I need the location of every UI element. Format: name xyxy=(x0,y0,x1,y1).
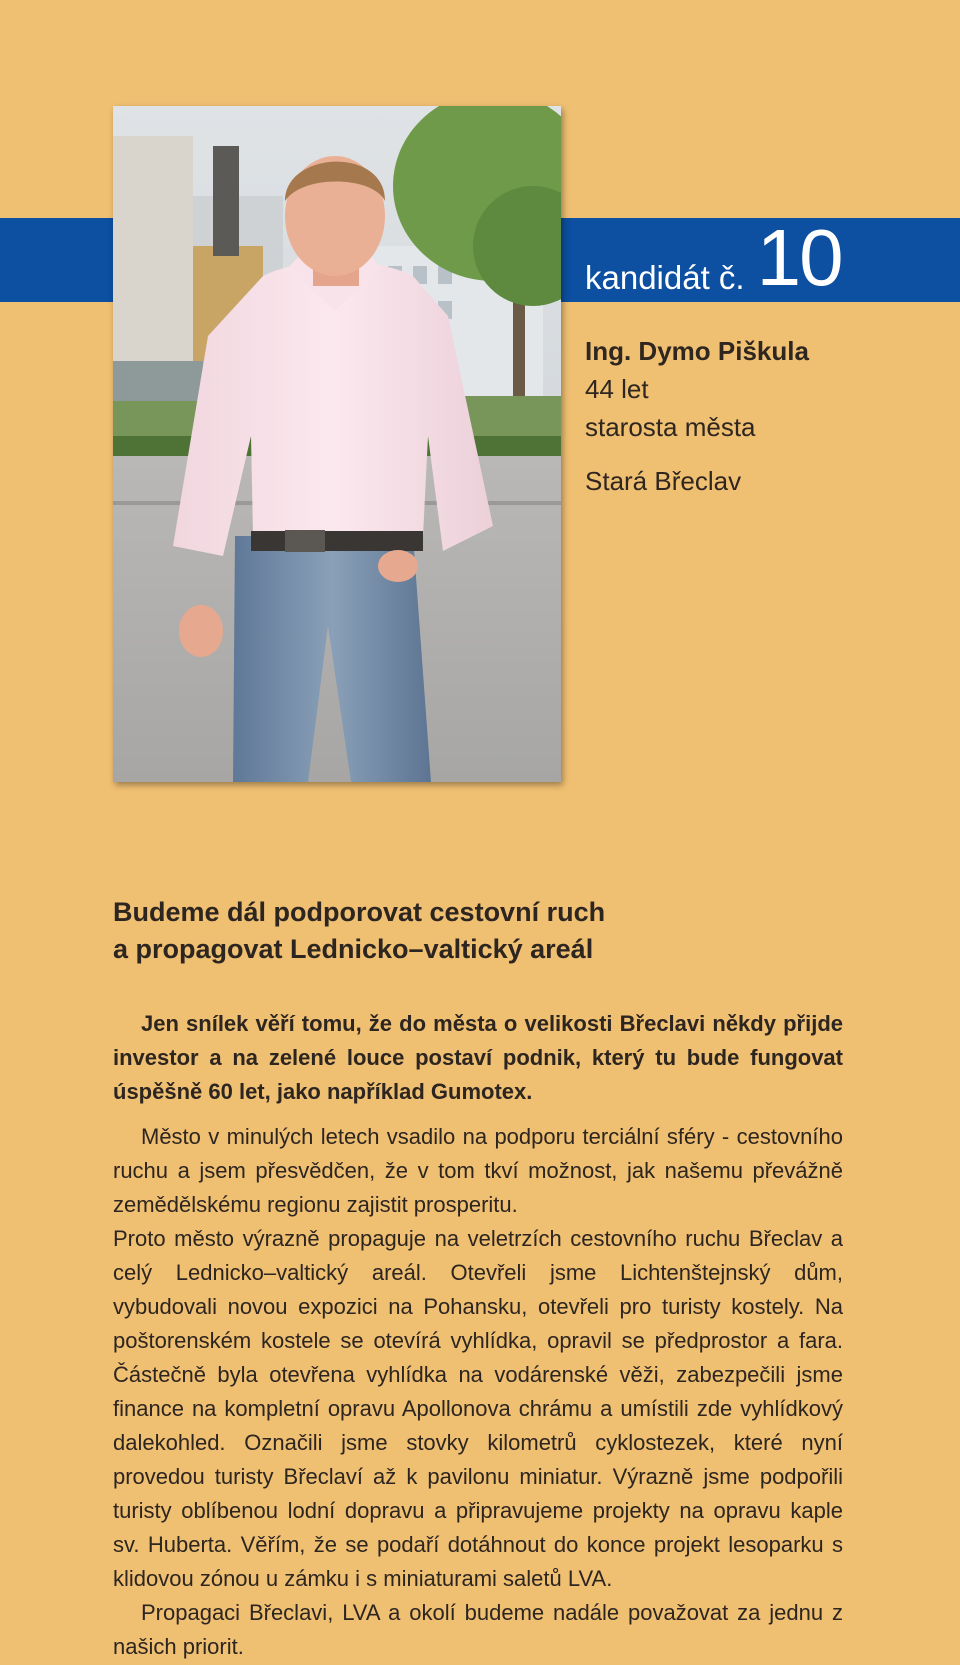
headline-line-1: Budeme dál podporovat cestovní ruch xyxy=(113,897,606,927)
article-lead: Jen snílek věří tomu, že do města o velikosti Břeclavi někdy přijde investor a na zelené louce postaví podnik, který tu bude fungovat úspěšně 60 let, jako například Gumotex. xyxy=(113,1011,843,1104)
candidate-age: 44 let xyxy=(585,374,649,404)
candidate-name: Ing. Dymo Piškula xyxy=(585,336,809,366)
article-paragraph-1: Město v minulých letech vsadilo na podporu terciální sféry - cestovního ruchu a jsem přesvědčen, že v tom tkví možnost, jak našemu převážně zemědělskému regionu zajistit prosperitu. xyxy=(113,1124,843,1217)
candidate-photo xyxy=(113,106,561,782)
article-headline xyxy=(113,894,913,968)
candidate-position: starosta města xyxy=(585,412,756,442)
candidate-town: Stará Břeclav xyxy=(585,466,742,496)
headline-line-2: a propagovat Lednicko–valtický areál xyxy=(113,934,594,964)
article-paragraph-3: Propagaci Břeclavi, LVA a okolí budeme nadále považovat za jednu z našich priorit. xyxy=(113,1600,843,1659)
candidate-number-label xyxy=(585,213,842,302)
candidate-label-text: kandidát č. xyxy=(585,259,745,296)
candidate-number: 10 xyxy=(756,213,842,302)
candidate-info xyxy=(585,332,809,500)
article-paragraph-2: Proto město výrazně propaguje na veletrzích cestovního ruchu Břeclav a celý Lednicko–valtický areál. Otevřeli jsme Lichtenštejnský dům, vybudovali novou expozici na Pohansku, otevřeli pro turisty kostely. Na poštorenském kostele se otevírá vyhlídka, opravil se předprostor a fara. Částečně byla otevřena vyhlídka na vodárenské věži, zabezpečili jsme finance na kompletní opravu Apollonova chrámu a umístili zde vyhlídkový dalekohled. Označili jsme stovky kilometrů cyklostezek, které nyní provedou turisty Břeclaví až k pavilonu miniatur. Výrazně jsme podpořili turisty oblíbenou lodní dopravu a připravujeme projekty na opravu kaple sv. Huberta. Věřím, že se podaří dotáhnout do konce projekt lesoparku s klidovou zónou u zámku i s miniaturami saletů LVA. xyxy=(113,1226,843,1591)
article-body xyxy=(113,1120,843,1664)
